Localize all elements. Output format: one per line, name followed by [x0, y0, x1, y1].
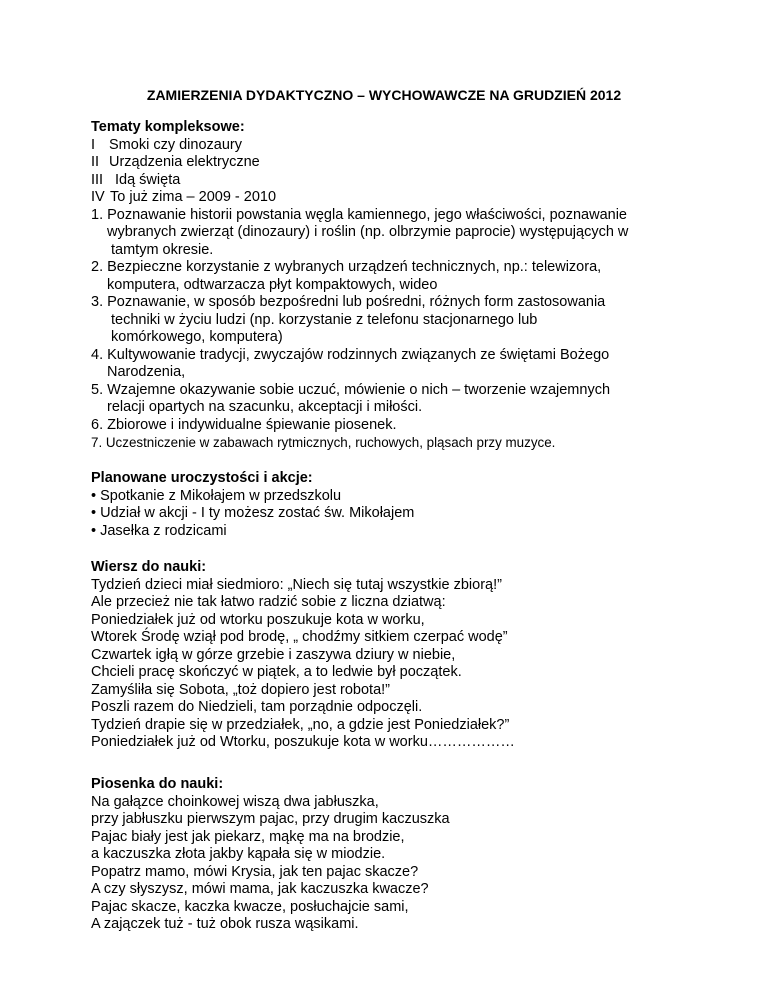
tematy-heading: Tematy kompleksowe: [91, 119, 245, 135]
section-uroczystosci [91, 470, 731, 540]
wiersz-line: Poniedziałek już od wtorku poszukuje kota w worku, [91, 611, 425, 628]
piosenka-line: A czy słyszysz, mówi mama, jak kaczuszka kwacze? [91, 881, 429, 897]
cel-item-continued: Narodzenia, [107, 364, 186, 380]
cel-item: 4. Kultywowanie tradycji, zwyczajów rodzinnych związanych ze świętami Bożego [91, 346, 610, 363]
cel-item-continued: techniki w życiu ludzi (np. korzystanie z telefonu stacjonarnego lub [111, 311, 538, 328]
wiersz-line: Tydzień dzieci miał siedmioro: „Niech się tutaj wszystkie zbiorą!” [91, 576, 502, 593]
cel-item: 1. Poznawanie historii powstania węgla kamiennego, jego właściwości, poznawanie [91, 206, 627, 223]
cel-item: 3. Poznawanie, w sposób bezpośredni lub pośredni, różnych form zastosowania [91, 294, 606, 310]
temat-item: II Urządzenia elektryczne [91, 154, 260, 170]
cel-item-continued: komórkowego, komputera) [111, 329, 283, 345]
wiersz-line: Chcieli pracę skończyć w piątek, a to ledwie był początek. [91, 664, 462, 680]
piosenka-heading: Piosenka do nauki: [91, 776, 224, 792]
temat-item: III Idą święta [91, 171, 181, 188]
piosenka-line: Popatrz mamo, mówi Krysia, jak ten pajac skacze? [91, 863, 419, 880]
wiersz-line: Tydzień drapie się w przedziałek, „no, a gdzie jest Poniedziałek?” [91, 716, 510, 733]
temat-item: IV To już zima – 2009 - 2010 [91, 189, 277, 205]
section-piosenka [91, 776, 731, 934]
cel-item-continued: tamtym okresie. [111, 241, 214, 258]
wiersz-line: Poniedziałek już od Wtorku, poszukuje kota w worku……………… [91, 734, 515, 750]
piosenka-line: Pajac biały jest jak piekarz, mąkę ma na brodzie, [91, 828, 405, 845]
section-tematy [91, 119, 731, 452]
wiersz-line: Czwartek igłą w górze grzebie i zaszywa dziury w niebie, [91, 646, 456, 663]
cel-item-continued: wybranych zwierząt (dinozaury) i roślin (np. olbrzymie paprocie) występujących w [107, 224, 629, 240]
wiersz-line: Wtorek Środę wziął pod brodę, „ chodźmy sitkiem czerpać wodę” [91, 629, 508, 645]
cel-item-continued: komputera, odtwarzacza płyt kompaktowych, wideo [107, 276, 438, 293]
wiersz-heading: Wiersz do nauki: [91, 559, 207, 575]
wiersz-line: Zamyśliła się Sobota, „toż dopiero jest robota!” [91, 681, 390, 698]
cel-item: 7. Uczestniczenie w zabawach rytmicznych, ruchowych, pląsach przy muzyce. [91, 435, 556, 450]
uroczystosc-item: • Spotkanie z Mikołajem w przedszkolu [91, 487, 342, 504]
section-wiersz [91, 559, 731, 752]
wiersz-line: Ale przecież nie tak łatwo radzić sobie z liczna dziatwą: [91, 594, 446, 610]
document-title: ZAMIERZENIA DYDAKTYCZNO – WYCHOWAWCZE NA GRUDZIEŃ 2012 [146, 87, 622, 103]
piosenka-line: A zajączek tuż - tuż obok rusza wąsikami. [91, 916, 359, 932]
cel-item: 5. Wzajemne okazywanie sobie uczuć, mówienie o nich – tworzenie wzajemnych [91, 381, 611, 398]
piosenka-line: przy jabłuszku pierwszym pajac, przy drugim kaczuszka [91, 811, 450, 827]
cel-item-continued: relacji opartych na szacunku, akceptacji i miłości. [107, 399, 423, 415]
uroczystosc-item: • Udział w akcji - I ty możesz zostać św. Mikołajem [91, 505, 415, 521]
uroczystosci-heading: Planowane uroczystości i akcje: [91, 470, 313, 486]
temat-item: I Smoki czy dinozaury [91, 136, 242, 153]
cel-item: 2. Bezpieczne korzystanie z wybranych urządzeń technicznych, np.: telewizora, [91, 259, 602, 275]
piosenka-line: Na gałązce choinkowej wiszą dwa jabłuszka, [91, 793, 379, 810]
piosenka-line: a kaczuszka złota jakby kąpała się w miodzie. [91, 846, 386, 862]
piosenka-line: Pajac skacze, kaczka kwacze, posłuchajcie sami, [91, 898, 409, 915]
cel-item: 6. Zbiorowe i indywidualne śpiewanie piosenek. [91, 416, 397, 433]
uroczystosc-item: • Jasełka z rodzicami [91, 522, 227, 539]
wiersz-line: Poszli razem do Niedzieli, tam porządnie odpoczęli. [91, 699, 423, 715]
